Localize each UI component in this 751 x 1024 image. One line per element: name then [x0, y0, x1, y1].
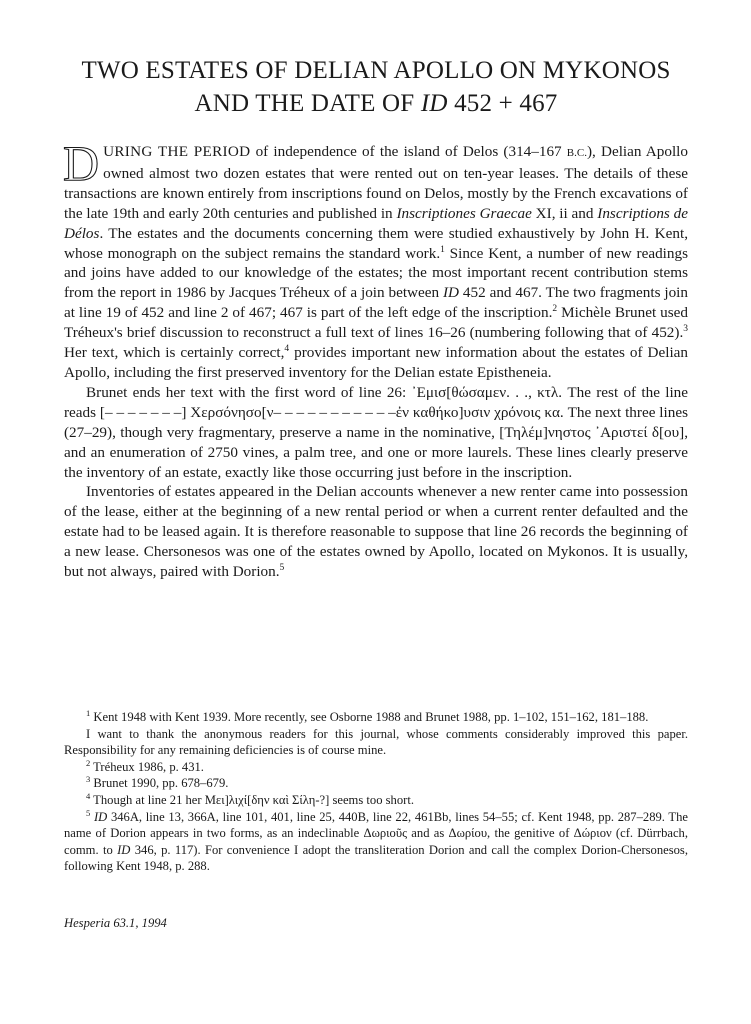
footnote-2: [64, 759, 688, 776]
acknowledgment-note: I want to thank the anonymous readers for this journal, whose comments considerably improved this paper. Responsibility for any remaining deficiencies is of course mine.: [64, 726, 688, 758]
footnote-4: [64, 792, 688, 809]
paragraph-1-text: Her text, which is certainly correct,: [64, 344, 285, 362]
paragraph-1-text: of independence of the island of Delos (314–167: [250, 143, 567, 160]
footnote-5: [64, 809, 688, 875]
title-id-abbrev: ID: [420, 90, 448, 117]
title-line-2-suffix: 452 + 467: [447, 90, 558, 117]
footnote-number: 4: [86, 790, 91, 801]
paragraph-3-text: Inventories of estates appeared in the Delian accounts whenever a new renter came into possession of the lease, either at the beginning of a new rental period or when a current renter defaulted and the estate had to be leased again. It is therefore reasonable to suppose that line 26 records the beginning of a new lease. Chersonesos was one of the estates owned by Apollo, located on Mykonos. It is usually, but not always, paired with Dorion.: [64, 483, 688, 581]
title-line-2: [64, 87, 688, 120]
footnote-ref-1[interactable]: 1: [440, 244, 445, 255]
drop-cap: D: [63, 135, 100, 191]
paragraph-1-text: Since Kent, a number of new readings and joins have added to our knowledge of the estates; the most important recent contribution stems from the report in 1986 by Jacques Tréheux of a join between: [64, 244, 688, 302]
footnote-1: [64, 709, 688, 726]
footnote-text: Tréheux 1986, p. 431.: [90, 759, 204, 774]
footnote-text: 346A, line 13, 366A, line 101, 401, line 25, 440B, line 22, 461Bb, lines 54–55; cf. Kent 1948, pp. 287–289. The name of Dorion appears in two forms, as an indeclinable Δωριοῦς and as Δωρίου, the genitive of Δώριον (cf. Dürrbach, comm. to: [64, 809, 688, 857]
title-inscriptions-de-delos: Inscriptions de Délos: [64, 204, 688, 242]
footnote-ref-5[interactable]: 5: [279, 563, 285, 574]
paragraph-1: [63, 135, 688, 383]
article-body: [63, 135, 688, 582]
paragraph-1-text: Michèle Brunet used Tréheux's brief discussion to reconstruct a full text of lines 16–26 (numbering following that of 452).: [64, 304, 688, 342]
footnote-text: Though at line 21 her Μει]λιχί[δην καὶ Σίλη-?] seems too short.: [90, 792, 414, 807]
footnote-text: Kent 1948 with Kent 1939. More recently, see Osborne 1988 and Brunet 1988, pp. 1–102, 151–162, 181–188.: [90, 710, 649, 724]
paragraph-1-text: . The estates and the documents concerning them were studied exhaustively by John H. Kent, whose monograph on the subject remains the standard work.: [64, 224, 688, 262]
paragraph-1-text: ), Delian Apollo owned almost two dozen estates that were rented out on ten-year leases. The details of these transactions are known entirely from inscriptions found on Delos, mostly by the French excavations of the late 19th and early 20th centuries and published in: [64, 143, 688, 222]
footnote-text: Brunet 1990, pp. 678–679.: [90, 776, 229, 791]
footnote-ref-4[interactable]: 4: [284, 344, 290, 355]
article-page: [64, 54, 688, 582]
footnote-number: 3: [86, 774, 91, 785]
footnote-ref-3[interactable]: 3: [683, 324, 688, 335]
footnote-3: [64, 775, 688, 792]
footnotes: [64, 709, 688, 875]
id-abbrev: ID: [117, 842, 131, 857]
title-inscriptiones-graecae: Inscriptiones Graecae: [396, 204, 532, 222]
footnote-number: 2: [86, 757, 91, 768]
paragraph-2: Brunet ends her text with the first word of line 26: ᾿Εμισ[θώσαμεν. . ., κτλ. The rest of the line reads [– – – – – – –] Χερσόνησο[ν– – – – – – – – – – –ἐν καθήκο]υσιν χρόνοις κα. The next three lines (27–29), though very fragmentary, preserve a name in the nominative, [Τηλέμ]νηστος ᾿Αριστεί δ[ου], and an enumeration of 2750 vines, a palm tree, and one or more laurels. These lines clearly preserve the inventory of an estate, exactly like those occurring just before in the inscription.: [64, 383, 688, 481]
footnote-ref-2[interactable]: 2: [552, 304, 558, 315]
paragraph-1-text: 452 and 467. The two fragments join at line 19 of 452 and line 2 of 467; 467 is part of the left edge of the inscription.: [64, 284, 688, 322]
title-line-2-prefix: AND THE DATE OF: [194, 90, 421, 117]
paragraph-3: [64, 482, 688, 582]
journal-citation-footer: Hesperia 63.1, 1994: [64, 916, 167, 930]
id-abbrev: ID: [443, 284, 460, 302]
title-line-1: TWO ESTATES OF DELIAN APOLLO ON MYKONOS: [81, 57, 671, 84]
footnote-number: 5: [86, 807, 91, 818]
paragraph-1-text: XI, ii and: [531, 204, 598, 222]
footnote-text: 346, p. 117). For convenience I adopt the transliteration Dorion and call the complex Dorion-Chersonesos, following Kent 1948, p. 288.: [64, 842, 688, 874]
footnote-number: 1: [86, 708, 91, 718]
bc-abbrev: B.C.: [566, 147, 587, 159]
id-abbrev: ID: [93, 809, 108, 824]
paragraph-1-text: provides important new information about the estates of Delian Apollo, including the first preserved inventory for the Delian estate Epistheneia.: [64, 344, 688, 381]
lead-in: URING THE PERIOD: [103, 143, 251, 160]
article-title: [64, 54, 688, 120]
